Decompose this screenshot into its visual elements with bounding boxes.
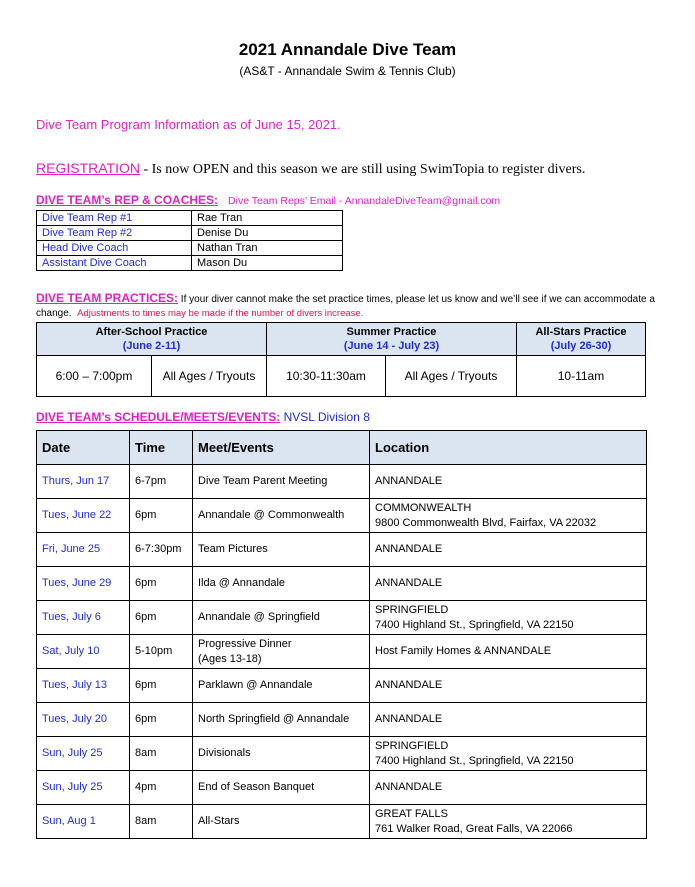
practice-table — [36, 322, 646, 397]
schedule-location — [370, 703, 647, 737]
table-row — [37, 533, 647, 567]
schedule-time: 8am — [130, 805, 193, 839]
table-row — [37, 211, 343, 226]
event-name: Progressive Dinner — [198, 637, 292, 650]
rep-role: Head Dive Coach — [37, 241, 192, 256]
schedule-date: Sun, July 25 — [37, 771, 130, 805]
event-name: Ilda @ Annandale — [198, 577, 286, 589]
rep-role: Assistant Dive Coach — [37, 256, 192, 271]
schedule-heading — [36, 410, 370, 424]
practice-header-after-school — [37, 323, 267, 356]
schedule-date: Sun, Aug 1 — [37, 805, 130, 839]
practice-header-title: After-School Practice — [95, 326, 208, 338]
table-row — [37, 635, 647, 669]
schedule-time: 6pm — [130, 703, 193, 737]
schedule-location — [370, 737, 647, 771]
location-address: 7400 Highland St., Springfield, VA 22150 — [375, 618, 574, 631]
schedule-event — [193, 669, 370, 703]
practices-note-text: If your diver cannot make the set practice times, please let us know and we’ll see if we can accommodate a change. — [36, 294, 655, 319]
table-row — [37, 703, 647, 737]
schedule-date: Tues, July 6 — [37, 601, 130, 635]
schedule-date: Tues, July 20 — [37, 703, 130, 737]
practice-header-title: Summer Practice — [346, 326, 437, 338]
location-name: ANNANDALE — [375, 713, 443, 725]
event-name: Annandale @ Commonwealth — [198, 509, 345, 521]
schedule-event — [193, 567, 370, 601]
schedule-event — [193, 805, 370, 839]
event-detail: (Ages 13-18) — [198, 652, 262, 665]
schedule-date: Tues, July 13 — [37, 669, 130, 703]
schedule-body — [37, 465, 647, 839]
location-name: COMMONWEALTH — [375, 501, 472, 514]
schedule-location — [370, 669, 647, 703]
schedule-location — [370, 805, 647, 839]
rep-name: Mason Du — [192, 256, 343, 271]
practice-cell: 10-11am — [517, 356, 646, 397]
column-header: Location — [370, 431, 647, 465]
schedule-event — [193, 499, 370, 533]
column-header: Time — [130, 431, 193, 465]
schedule-location — [370, 465, 647, 499]
rep-role: Dive Team Rep #2 — [37, 226, 192, 241]
registration-line — [36, 160, 585, 178]
location-name: SPRINGFIELD — [375, 739, 449, 752]
location-address: 7400 Highland St., Springfield, VA 22150 — [375, 754, 574, 767]
schedule-time: 4pm — [130, 771, 193, 805]
schedule-event — [193, 601, 370, 635]
practices-note — [36, 291, 666, 321]
location-name: GREAT FALLS — [375, 807, 448, 820]
event-name: North Springfield @ Annandale — [198, 713, 350, 725]
event-name: Annandale @ Springfield — [198, 611, 320, 623]
schedule-location — [370, 533, 647, 567]
location-name: ANNANDALE — [375, 781, 443, 793]
reps-label: DIVE TEAM’s REP & COACHES: — [36, 193, 219, 207]
practice-header-dates: (June 2-11) — [122, 340, 181, 352]
event-name: Dive Team Parent Meeting — [198, 475, 328, 487]
schedule-location — [370, 567, 647, 601]
practice-header-dates: (July 26-30) — [550, 340, 612, 352]
schedule-event — [193, 635, 370, 669]
rep-name: Nathan Tran — [192, 241, 343, 256]
schedule-table — [36, 430, 647, 839]
schedule-time: 6-7pm — [130, 465, 193, 499]
schedule-time: 8am — [130, 737, 193, 771]
schedule-event — [193, 533, 370, 567]
table-row — [37, 601, 647, 635]
schedule-event — [193, 465, 370, 499]
table-row — [37, 805, 647, 839]
table-row — [37, 356, 646, 397]
schedule-time: 6pm — [130, 601, 193, 635]
location-name: ANNANDALE — [375, 475, 443, 487]
registration-label: REGISTRATION — [36, 160, 140, 176]
table-row — [37, 465, 647, 499]
reps-table — [36, 210, 343, 271]
practice-header-all-stars — [517, 323, 646, 356]
schedule-event — [193, 737, 370, 771]
practice-header-title: All-Stars Practice — [535, 326, 627, 338]
column-header: Date — [37, 431, 130, 465]
schedule-date: Sat, July 10 — [37, 635, 130, 669]
table-row — [37, 771, 647, 805]
schedule-location — [370, 601, 647, 635]
location-name: ANNANDALE — [375, 543, 443, 555]
schedule-time: 5-10pm — [130, 635, 193, 669]
table-row — [37, 226, 343, 241]
schedule-label: DIVE TEAM’s SCHEDULE/MEETS/EVENTS: — [36, 410, 281, 424]
column-header: Meet/Events — [193, 431, 370, 465]
event-name: All-Stars — [198, 815, 240, 827]
schedule-date: Thurs, Jun 17 — [37, 465, 130, 499]
page-subtitle: (AS&T - Annandale Swim & Tennis Club) — [239, 64, 456, 78]
event-name: Parklawn @ Annandale — [198, 679, 313, 691]
location-name: ANNANDALE — [375, 679, 443, 691]
event-name: Divisionals — [198, 747, 251, 759]
schedule-location — [370, 635, 647, 669]
location-address: 9800 Commonwealth Blvd, Fairfax, VA 22032 — [375, 516, 597, 529]
practice-header-dates: (June 14 - July 23) — [343, 340, 440, 352]
event-name: Team Pictures — [198, 543, 268, 555]
practice-header-summer — [267, 323, 517, 356]
location-name: SPRINGFIELD — [375, 603, 449, 616]
schedule-date: Tues, June 22 — [37, 499, 130, 533]
table-row — [37, 669, 647, 703]
practice-cell: 10:30-11:30am — [267, 356, 386, 397]
practice-header-row — [37, 323, 646, 356]
registration-text: - Is now OPEN and this season we are still using SwimTopia to register divers. — [139, 162, 586, 177]
practices-label: DIVE TEAM PRACTICES: — [36, 291, 179, 305]
location-name: ANNANDALE — [375, 577, 443, 589]
schedule-time: 6pm — [130, 567, 193, 601]
practice-cell: All Ages / Tryouts — [386, 356, 517, 397]
location-address: 761 Walker Road, Great Falls, VA 22066 — [375, 822, 573, 835]
rep-name: Rae Tran — [192, 211, 343, 226]
event-name: End of Season Banquet — [198, 781, 315, 793]
schedule-event — [193, 771, 370, 805]
practice-cell: All Ages / Tryouts — [152, 356, 267, 397]
schedule-header-row — [37, 431, 647, 465]
reps-section-heading — [36, 193, 500, 207]
location-name: Host Family Homes & ANNANDALE — [375, 645, 552, 657]
table-row — [37, 499, 647, 533]
table-row — [37, 241, 343, 256]
rep-name: Denise Du — [192, 226, 343, 241]
schedule-location — [370, 771, 647, 805]
program-info-line: Dive Team Program Information as of June 15, 2021. — [36, 117, 341, 132]
schedule-event — [193, 703, 370, 737]
schedule-time: 6pm — [130, 499, 193, 533]
table-row — [37, 567, 647, 601]
schedule-division: NVSL Division 8 — [283, 410, 370, 424]
schedule-location — [370, 499, 647, 533]
rep-role: Dive Team Rep #1 — [37, 211, 192, 226]
table-row — [37, 737, 647, 771]
schedule-date: Sun, July 25 — [37, 737, 130, 771]
practices-note-red: Adjustments to times may be made if the number of divers increase. — [77, 308, 364, 319]
schedule-time: 6-7:30pm — [130, 533, 193, 567]
page-title: 2021 Annandale Dive Team — [238, 40, 457, 59]
schedule-time: 6pm — [130, 669, 193, 703]
practice-cell: 6:00 – 7:00pm — [37, 356, 152, 397]
schedule-date: Fri, June 25 — [37, 533, 130, 567]
table-row — [37, 256, 343, 271]
schedule-date: Tues, June 29 — [37, 567, 130, 601]
reps-email-label: Dive Team Reps’ Email - AnnandaleDiveTeam@gmail.com — [228, 195, 501, 207]
